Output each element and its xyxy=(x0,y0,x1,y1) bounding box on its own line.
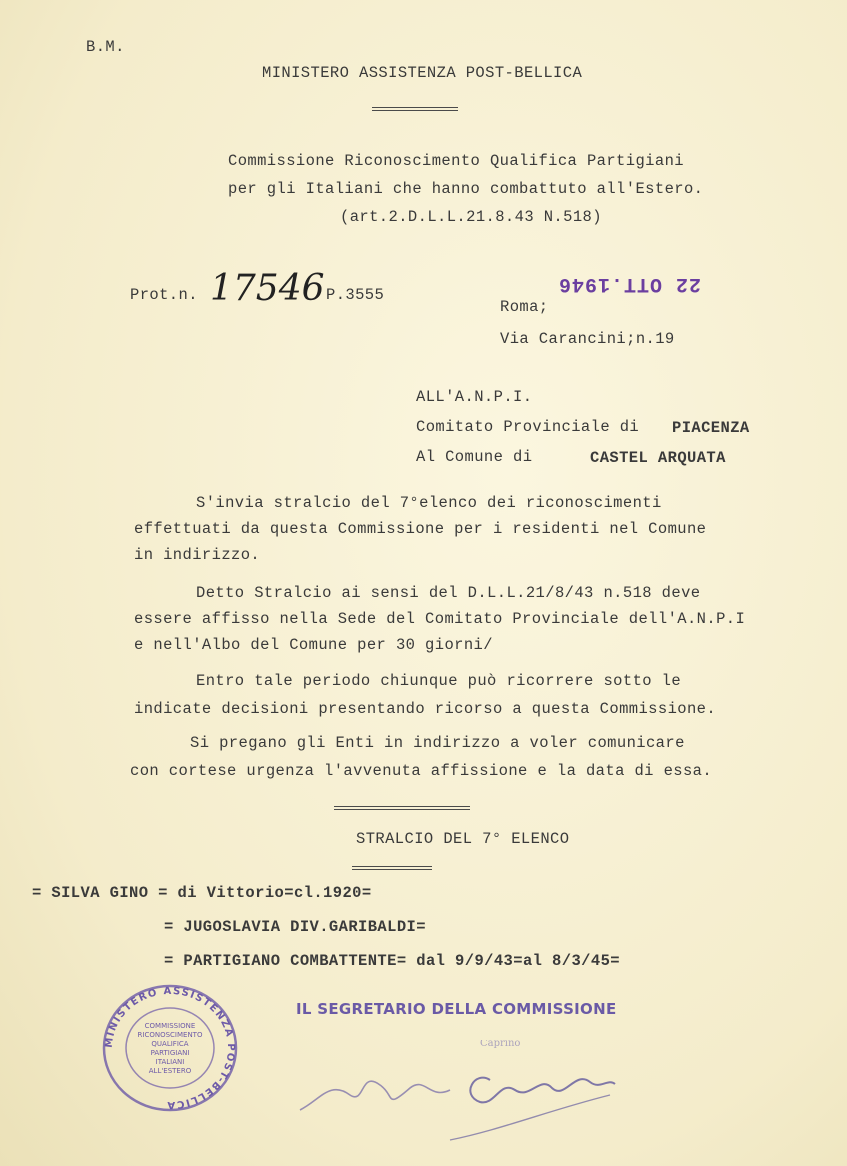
address: Via Carancini;n.19 xyxy=(500,330,675,348)
seal-ring-text: MINISTERO ASSISTENZA POST-BELLICA xyxy=(103,985,237,1111)
body-line-5: essere affisso nella Sede del Comitato Provinciale dell'A.N.P.I xyxy=(134,610,746,628)
seal-inner-5: ITALIANI xyxy=(155,1058,185,1066)
recipient-place-2: CASTEL ARQUATA xyxy=(590,449,726,467)
body-line-2: effettuati da questa Commissione per i residenti nel Comune xyxy=(134,520,707,538)
body-line-8: indicate decisioni presentando ricorso a questa Commissione. xyxy=(134,700,717,718)
official-seal-icon xyxy=(100,982,240,1114)
seal-inner-3: QUALIFICA xyxy=(151,1040,189,1048)
signature-name: Caprino xyxy=(480,1040,521,1049)
excerpt-line-1: = SILVA GINO = di Vittorio=cl.1920= xyxy=(32,884,372,902)
recipient-3: Al Comune di xyxy=(416,448,533,466)
seal-inner-1: COMMISSIONE xyxy=(144,1022,196,1030)
seal-inner-4: PARTIGIANI xyxy=(150,1049,190,1057)
excerpt-line-3: = PARTIGIANO COMBATTENTE= dal 9/9/43=al 8/3/45= xyxy=(164,952,620,970)
commission-line-2: per gli Italiani che hanno combattuto all'Estero. xyxy=(228,180,704,198)
protocol-number: 17546 xyxy=(210,268,325,309)
protocol-label: Prot.n. xyxy=(130,286,198,304)
protocol-ref: P.3555 xyxy=(326,286,385,304)
recipient-1: ALL'A.N.P.I. xyxy=(416,388,533,406)
excerpt-separator-top xyxy=(334,806,470,810)
city: Roma; xyxy=(500,298,549,316)
seal-inner-6: ALL'ESTERO xyxy=(148,1067,192,1075)
body-line-3: in indirizzo. xyxy=(134,546,261,564)
body-line-10: con cortese urgenza l'avvenuta affissione e la data di essa. xyxy=(130,762,713,780)
body-line-7: Entro tale periodo chiunque può ricorrere sotto le xyxy=(196,672,682,690)
commission-line-1: Commissione Riconoscimento Qualifica Partigiani xyxy=(228,152,684,170)
excerpt-line-2: = JUGOSLAVIA DIV.GARIBALDI= xyxy=(164,918,426,936)
recipient-2: Comitato Provinciale di xyxy=(416,418,640,436)
date-stamp: 22 OTT.1946 xyxy=(558,272,702,295)
body-line-4: Detto Stralcio ai sensi del D.L.L.21/8/43 n.518 deve xyxy=(196,584,701,602)
seal-inner-2: RICONOSCIMENTO xyxy=(137,1031,203,1039)
excerpt-separator-bottom xyxy=(352,866,432,870)
ministry-heading: MINISTERO ASSISTENZA POST-BELLICA xyxy=(262,64,583,82)
excerpt-title: STRALCIO DEL 7° ELENCO xyxy=(356,830,570,848)
signature-title: IL SEGRETARIO DELLA COMMISSIONE xyxy=(296,1000,617,1018)
heading-separator xyxy=(372,107,458,111)
body-line-1: S'invia stralcio del 7°elenco dei riconoscimenti xyxy=(196,494,662,512)
commission-line-3: (art.2.D.L.L.21.8.43 N.518) xyxy=(340,208,602,226)
initials: B.M. xyxy=(86,38,125,56)
recipient-place-1: PIACENZA xyxy=(672,419,750,437)
body-line-9: Si pregano gli Enti in indirizzo a voler comunicare xyxy=(190,734,685,752)
body-line-6: e nell'Albo del Comune per 30 giorni/ xyxy=(134,636,493,654)
handwritten-signature xyxy=(290,1040,620,1150)
